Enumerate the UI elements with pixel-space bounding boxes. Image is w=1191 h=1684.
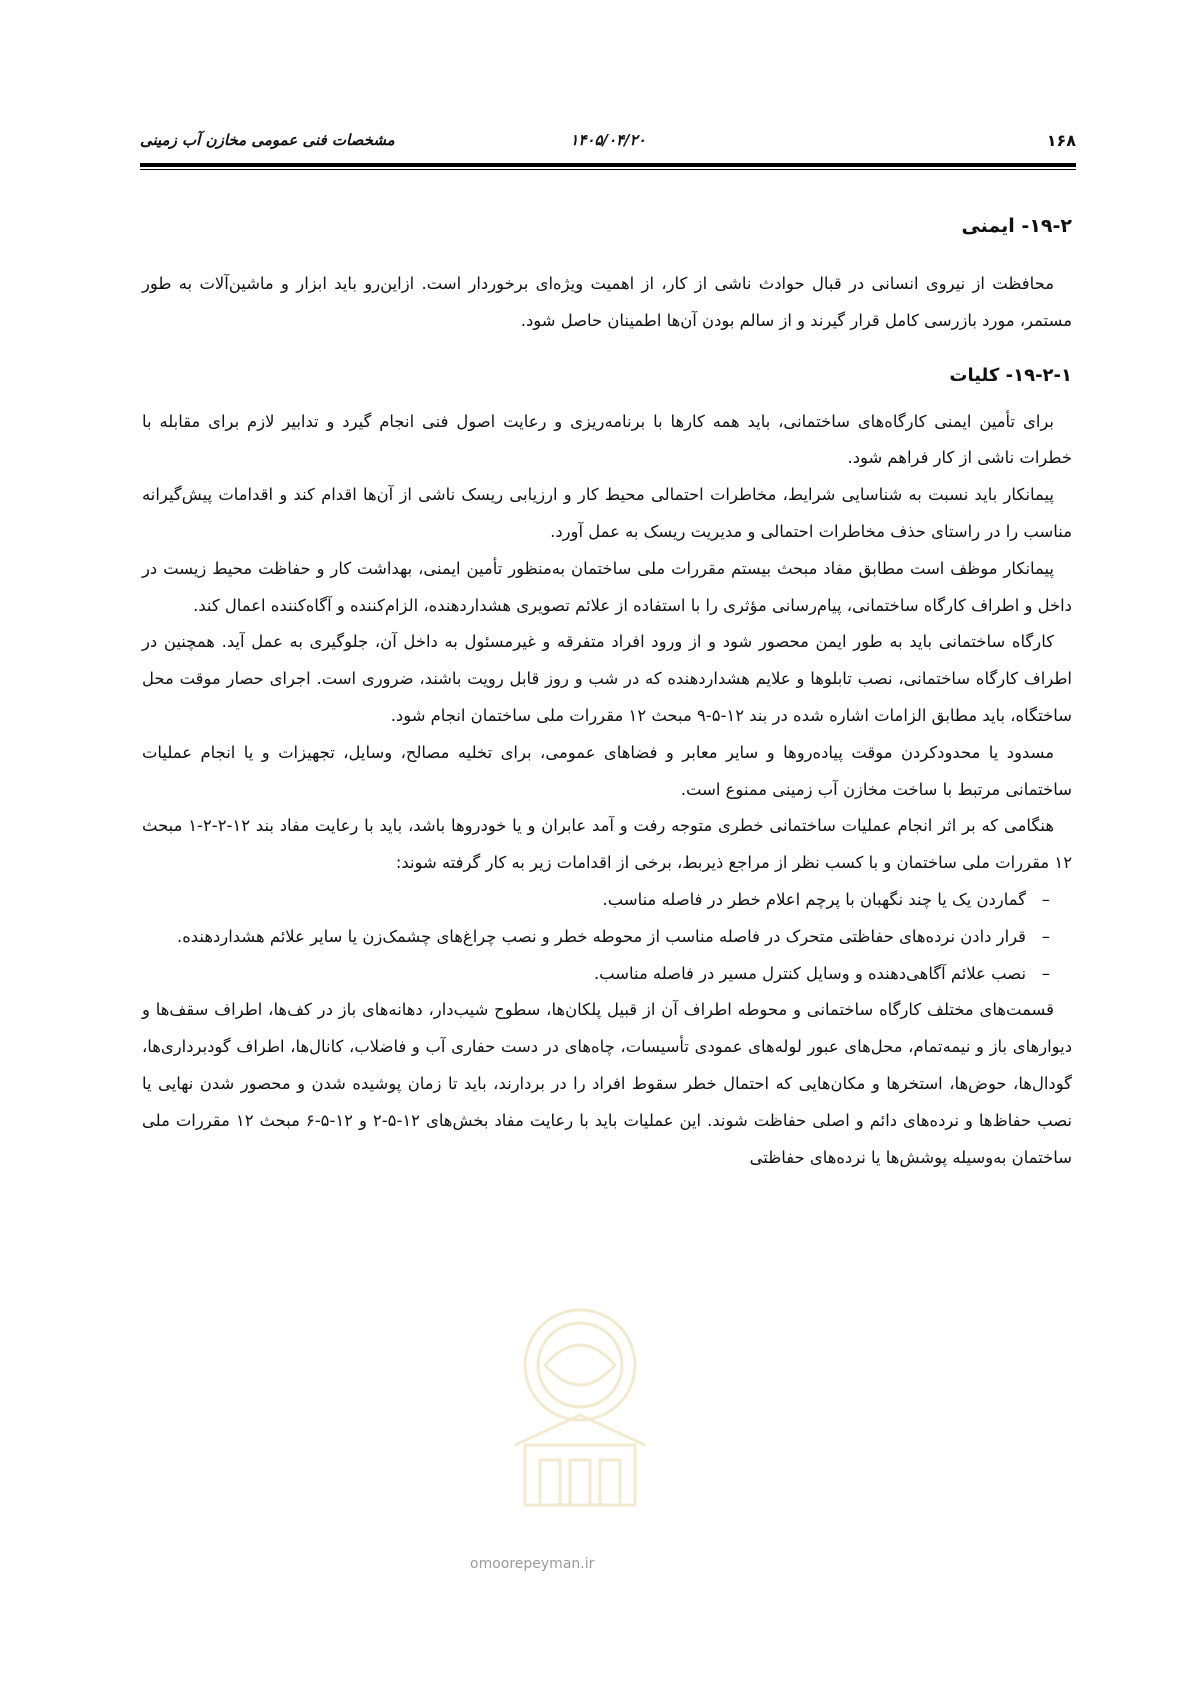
paragraph-closing: قسمت‌های مختلف کارگاه ساختمانی و محوطه اطراف آن از قبیل پلکان‌ها، سطوح شیب‌دار، دهانه‌های باز در کف‌ها، اطراف سقف‌ها و دیوارهای باز و نیمه‌تمام، محل‌های عبور لوله‌های عمودی تأسیسات، چاه‌های در دست حفاری آب و فاضلاب، کانال‌ها، اطراف گودبرداری‌ها، گودال‌ها، حوض‌ها، استخرها و مکان‌هایی که احتمال خطر سقوط افراد را در بردارند، باید تا زمان پوشیده شدن و محصور شدن نهایی یا نصب حفاظ‌ها و نرده‌های دائم و اصلی حفاظت شوند. این عملیات باید با رعایت مفاد بخش‌های ۱۲-۵-۲ و ۱۲-۵-۶ مبحث ۱۲ مقررات ملی ساختمان به‌وسیله پوشش‌ها یا نرده‌های حفاظتی	[142, 1000, 1072, 1167]
header-rule-thick	[140, 163, 1076, 167]
list-item	[142, 919, 1050, 956]
paragraph: پیمانکار موظف است مطابق مفاد مبحث بیستم مقررات ملی ساختمان به‌منظور تأمین ایمنی، بهداشت کار و حفاظت محیط زیست در داخل و اطراف کارگاه ساختمانی، پیام‌رسانی مؤثری را با استفاده از علائم تصویری هشداردهنده، الزام‌کننده و آگاه‌کننده اعمال کند.	[142, 558, 1072, 615]
list-item-text: نصب علائم آگاهی‌دهنده و وسایل کنترل مسیر در فاصله مناسب.	[593, 963, 1026, 983]
section-heading: ۱۹-۲- ایمنی	[961, 215, 1072, 237]
dash-marker: –	[1041, 926, 1050, 946]
header-rule-thin	[140, 169, 1076, 170]
page-body	[142, 212, 1072, 1176]
paragraph: برای تأمین ایمنی کارگاه‌های ساختمانی، باید همه کارها با برنامه‌ریزی و رعایت اصول فنی انجام گیرد و تدابیر لازم برای مقابله با خطرات ناشی از کار فراهم شود.	[142, 411, 1072, 468]
dash-marker: –	[1041, 889, 1050, 909]
measures-list	[142, 882, 1072, 992]
watermark-logo-icon	[485, 1295, 675, 1565]
list-item	[142, 882, 1050, 919]
watermark-url: omoorepeyman.ir	[470, 1556, 595, 1572]
paragraph: کارگاه ساختمانی باید به طور ایمن محصور شود و از ورود افراد متفرقه و غیرمسئول به داخل آن، جلوگیری به عمل آید. همچنین در اطراف کارگاه ساختمانی، نصب تابلوها و علایم هشداردهنده که در شب و روز قابل رویت باشند، ضروری است. اجرای حصار موقت محل ساختگاه، باید مطابق الزامات اشاره شده در بند ۱۲-۵-۹ مبحث ۱۲ مقررات ملی ساختمان انجام شود.	[142, 632, 1072, 725]
page-number: ۱۶۸	[1046, 131, 1076, 150]
list-item	[142, 956, 1050, 993]
list-item-text: قرار دادن نرده‌های حفاظتی متحرک در فاصله مناسب از محوطه خطر و نصب چراغ‌های چشمک‌زن یا سایر علائم هشداردهنده.	[177, 926, 1026, 946]
header-date: ۱۴۰۵/۰۴/۲۰	[570, 131, 646, 149]
list-item-text: گماردن یک یا چند نگهبان با پرچم اعلام خطر در فاصله مناسب.	[602, 889, 1026, 909]
dash-marker: –	[1041, 963, 1050, 983]
paragraph: هنگامی که بر اثر انجام عملیات ساختمانی خطری متوجه رفت و آمد عابران و یا خودروها باشد، باید با رعایت مفاد بند ۱۲-۲-۲-۱ مبحث ۱۲ مقررات ملی ساختمان و با کسب نظر از مراجع ذیربط، برخی از اقدامات زیر به کار گرفته شوند:	[142, 816, 1072, 873]
page-header	[140, 131, 1076, 157]
header-title: مشخصات فنی عمومی مخازن آب زمینی	[140, 131, 395, 149]
subsection-heading: ۱۹-۲-۱- کلیات	[949, 364, 1072, 386]
section-intro: محافظت از نیروی انسانی در قبال حوادث ناشی از کار، از اهمیت ویژه‌ای برخوردار است. ازاین‌رو باید ابزار و ماشین‌آلات به طور مستمر، مورد بازرسی کامل قرار گیرند و از سالم بودن آن‌ها اطمینان حاصل شود.	[142, 274, 1072, 330]
paragraph: پیمانکار باید نسبت به شناسایی شرایط، مخاطرات احتمالی محیط کار و ارزیابی ریسک ناشی از آن‌ها اقدام کند و اقدامات پیش‌گیرانه مناسب را در راستای حذف مخاطرات احتمالی و مدیریت ریسک به عمل آورد.	[142, 485, 1072, 541]
paragraph: مسدود یا محدودکردن موقت پیاده‌روها و سایر معابر و فضاهای عمومی، برای تخلیه مصالح، وسایل، تجهیزات و یا انجام عملیات ساختمانی مرتبط با ساخت مخازن آب زمینی ممنوع است.	[142, 742, 1072, 799]
